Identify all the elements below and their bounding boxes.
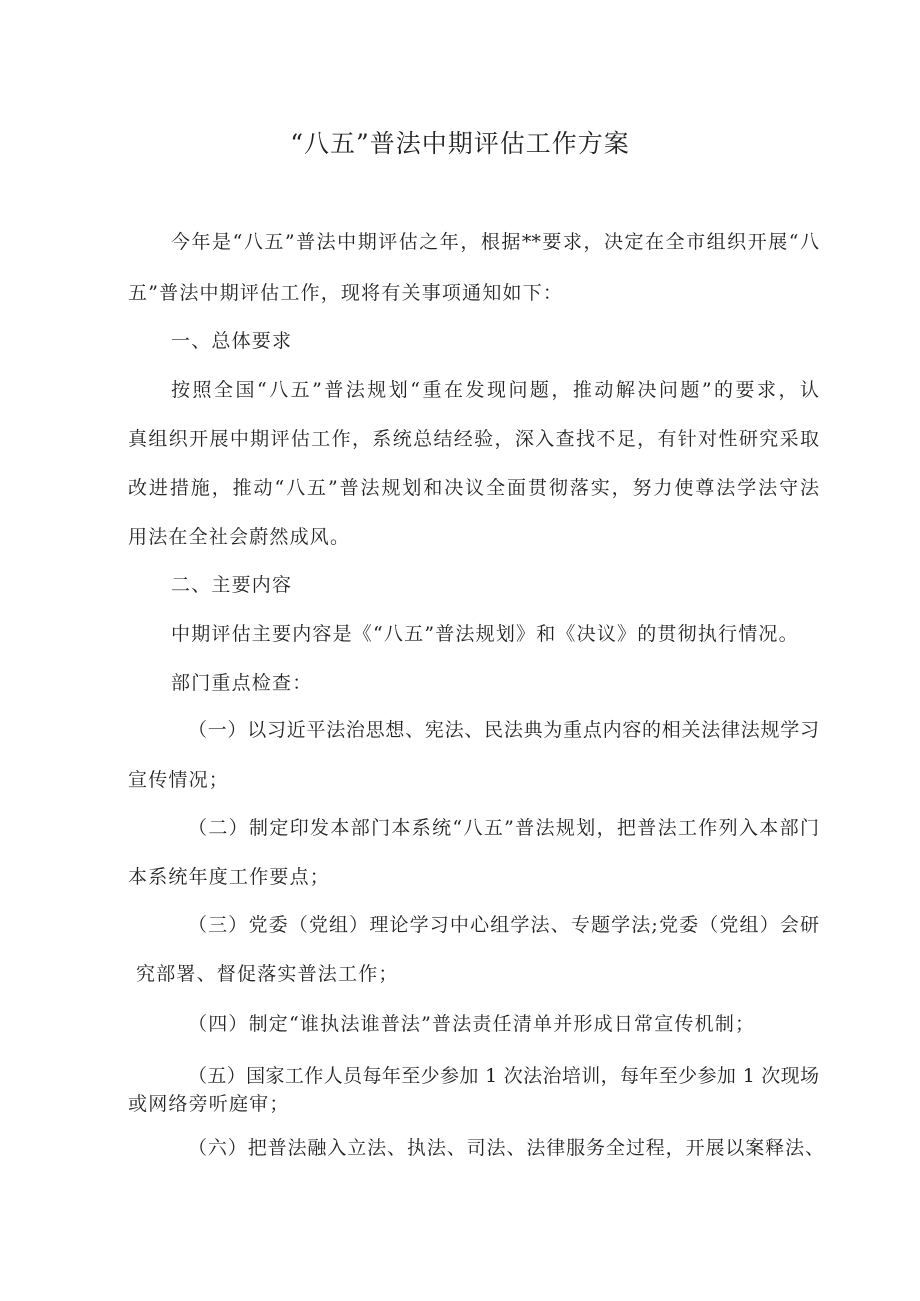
paragraph-line: 中期评估主要内容是《“八五”普法规划》和《决议》的贯彻执行情况。 (171, 623, 799, 645)
list-item-line: 宣传情况； (128, 769, 230, 791)
paragraph-line: 用法在全社会蔚然成风。 (128, 526, 351, 548)
paragraph-line: 改进措施，推动“八五”普法规划和决议全面贯彻落实，努力使尊法学法守法 (128, 477, 819, 499)
section-heading: 一、总体要求 (171, 330, 293, 352)
paragraph-line: 真组织开展中期评估工作，系统总结经验，深入查找不足，有针对性研究采取 (128, 428, 819, 450)
list-item-line: 或网络旁听庭审； (128, 1093, 290, 1115)
paragraph-line: 部门重点检查： (171, 672, 313, 694)
list-item-line: （二）制定印发本部门本系统“八五”普法规划，把普法工作列入本部门 (188, 817, 819, 839)
list-item-line: （五）国家工作人员每年至少参加 1 次法治培训，每年至少参加 1 次现场 (188, 1065, 819, 1087)
list-item-line: （六）把普法融入立法、执法、司法、法律服务全过程，开展以案释法、 (188, 1137, 824, 1159)
list-item-line: 究部署、督促落实普法工作； (136, 963, 399, 985)
paragraph-line: 今年是“八五”普法中期评估之年，根据**要求，决定在全市组织开展“八 (171, 231, 819, 253)
list-item-line: （四）制定“谁执法谁普法”普法责任清单并形成日常宣传机制； (188, 1013, 756, 1035)
paragraph-line: 五”普法中期评估工作，现将有关事项通知如下： (128, 282, 564, 304)
list-item-line: （一）以习近平法治思想、宪法、民法典为重点内容的相关法律法规学习 (188, 719, 819, 741)
list-item-line: （三）党委（党组）理论学习中心组学法、专题学法;党委（党组）会研 (188, 914, 819, 936)
section-heading: 二、主要内容 (171, 574, 293, 596)
list-item-line: 本系统年度工作要点； (128, 866, 331, 888)
document-title: “八五”普法中期评估工作方案 (290, 129, 630, 158)
paragraph-line: 按照全国“八五”普法规划“重在发现问题，推动解决问题”的要求，认 (171, 379, 819, 401)
